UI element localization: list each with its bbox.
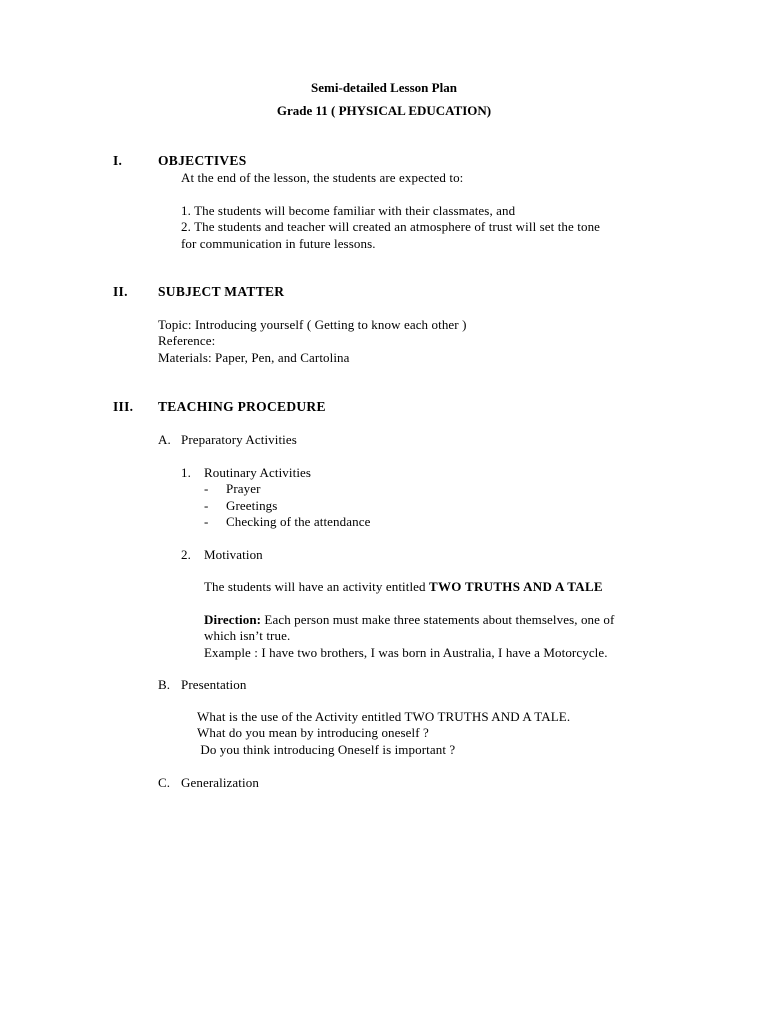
objective-item-2-cont: for communication in future lessons.: [181, 236, 376, 251]
presentation-question-2: What do you mean by introducing oneself ?: [197, 725, 429, 740]
direction-text-cont: which isn’t true.: [204, 628, 291, 643]
subject-matter-numeral: II.: [113, 284, 128, 299]
section-a-letter: A.: [158, 432, 171, 447]
objective-item-2: 2. The students and teacher will created an atmosphere of trust will set the tone: [181, 219, 601, 234]
routinary-item-greetings: Greetings: [226, 498, 278, 513]
section-b-label: Presentation: [181, 677, 247, 692]
activity-name: TWO TRUTHS AND A TALE: [428, 579, 603, 594]
routinary-item-prayer: Prayer: [226, 481, 261, 496]
subject-matter-heading: SUBJECT MATTER: [158, 284, 285, 299]
document-subtitle: Grade 11 ( PHYSICAL EDUCATION): [276, 103, 492, 118]
objectives-intro: At the end of the lesson, the students are expected to:: [181, 170, 464, 185]
direction-label: Direction:: [204, 612, 262, 627]
example-line: Example : I have two brothers, I was born in Australia, I have a Motorcycle.: [204, 645, 608, 660]
section-a-label: Preparatory Activities: [181, 432, 297, 447]
activity-line: [204, 579, 603, 595]
section-b-letter: B.: [158, 677, 171, 692]
direction-line: [204, 612, 614, 628]
objective-item-1: 1. The students will become familiar with their classmates, and: [181, 203, 516, 218]
routinary-dash: -: [204, 498, 209, 513]
activity-text: The students will have an activity entitled: [204, 579, 429, 594]
presentation-question-3: Do you think introducing Oneself is important ?: [197, 742, 456, 757]
procedure-heading: TEACHING PROCEDURE: [158, 399, 326, 414]
objectives-heading: OBJECTIVES: [158, 153, 247, 168]
topic-line: Topic: Introducing yourself ( Getting to know each other ): [158, 317, 467, 332]
objectives-numeral: I.: [113, 153, 123, 168]
routinary-item-attendance: Checking of the attendance: [226, 514, 371, 529]
routinary-number: 1.: [181, 465, 191, 480]
routinary-label: Routinary Activities: [204, 465, 312, 480]
motivation-label: Motivation: [204, 547, 263, 562]
section-c-letter: C.: [158, 775, 171, 790]
section-c-label: Generalization: [181, 775, 259, 790]
reference-line: Reference:: [158, 333, 216, 348]
direction-text: Each person must make three statements about themselves, one of: [261, 612, 615, 627]
routinary-dash: -: [204, 514, 209, 529]
motivation-number: 2.: [181, 547, 191, 562]
document-title: Semi-detailed Lesson Plan: [311, 80, 457, 95]
materials-line: Materials: Paper, Pen, and Cartolina: [158, 350, 350, 365]
presentation-question-1: What is the use of the Activity entitled TWO TRUTHS AND A TALE.: [197, 709, 571, 724]
routinary-dash: -: [204, 481, 209, 496]
procedure-numeral: III.: [113, 399, 134, 414]
